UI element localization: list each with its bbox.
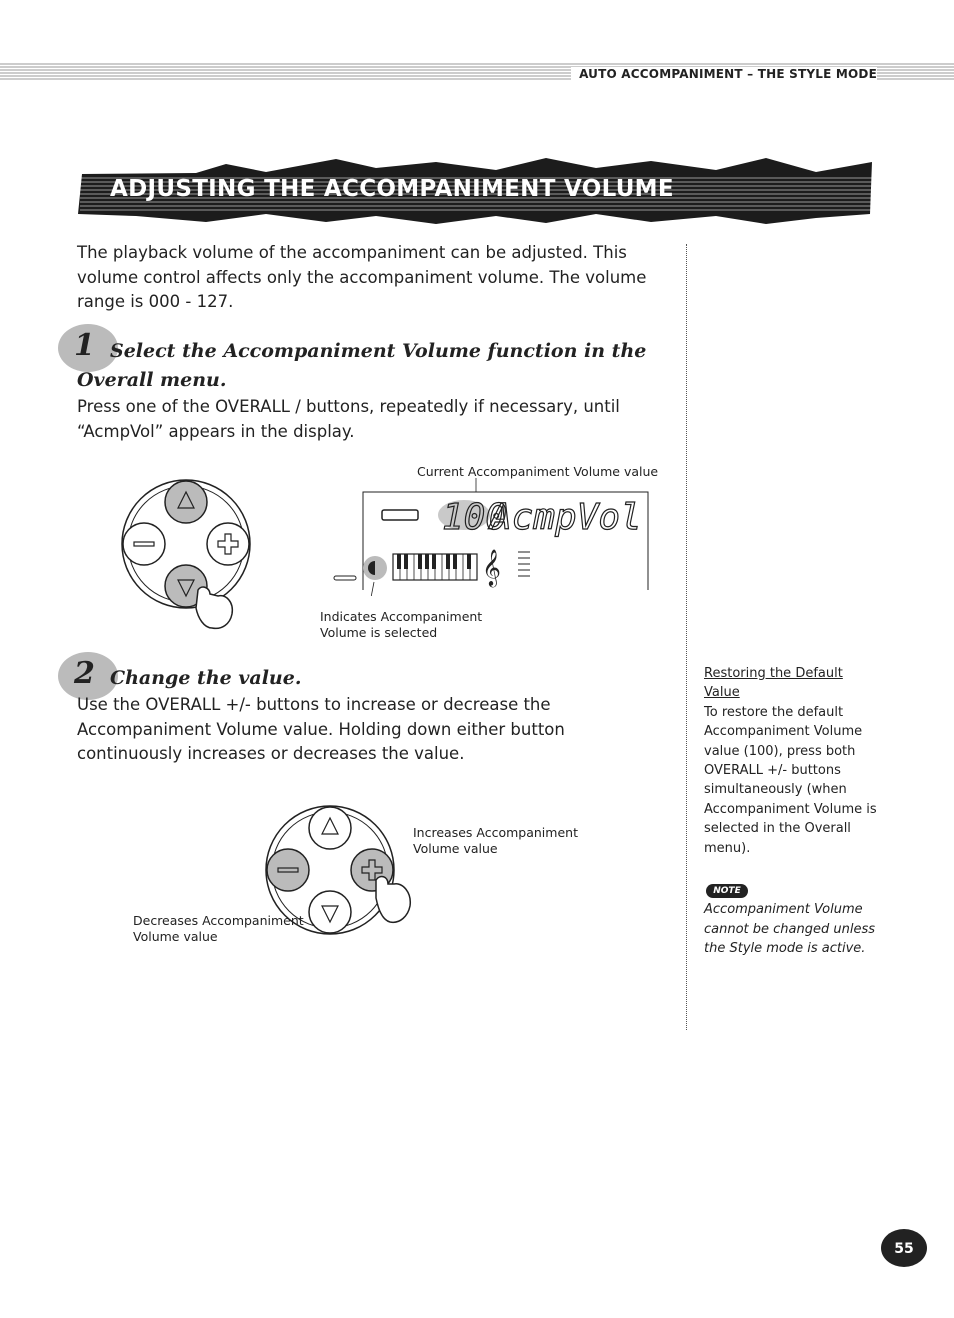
- note-text: Accompaniment Volume cannot be changed unless the Style mode is active.: [704, 902, 876, 956]
- sidebar-heading-line1: Restoring the Default: [704, 666, 843, 681]
- page-title: ADJUSTING THE ACCOMPANIMENT VOLUME: [110, 176, 674, 202]
- caption-current-value: Current Accompaniment Volume value: [417, 464, 659, 479]
- caption-increase: [413, 825, 578, 856]
- caption-increase-line1: Increases Accompaniment: [413, 825, 578, 840]
- sidebar-body: To restore the default Accompaniment Volume value (100), press both OVERALL +/- buttons simultaneously (when Accompaniment Volume is selected in the Overall menu).: [704, 704, 877, 856]
- keyboard-icon: [393, 554, 477, 580]
- sidebar-tip: [704, 664, 884, 858]
- caption-indicator-line2: Volume is selected: [320, 624, 438, 640]
- caption-decrease-line2: Volume value: [133, 928, 218, 944]
- caption-increase-line2: Volume value: [413, 840, 498, 856]
- step-2-number: 2: [74, 656, 95, 691]
- section-title: AUTO ACCOMPANIMENT – THE STYLE MODE: [571, 67, 877, 81]
- column-divider: [686, 244, 687, 1030]
- note-badge: NOTE: [706, 884, 748, 898]
- intro-paragraph: The playback volume of the accompaniment can be adjusted. This volume control affects only the accompaniment volume. The volume range is 000 - 127.: [77, 243, 647, 311]
- staff-lines: [518, 552, 530, 576]
- sidebar-heading-line2: Value: [704, 685, 740, 701]
- caption-decrease-line1: Decreases Accompaniment: [133, 913, 304, 928]
- step-2-body: Use the OVERALL +/- buttons to increase or decrease the Accompaniment Volume value. Holding down either button continuously increases or decreases the value.: [77, 695, 565, 763]
- step-1-number: 1: [74, 328, 95, 363]
- lcd-display: [330, 478, 660, 596]
- lcd-value-text: 100: [442, 497, 508, 538]
- treble-clef-icon: 𝄞: [482, 548, 501, 586]
- page-number: 55: [881, 1229, 927, 1267]
- caption-indicator-line1: Indicates Accompaniment: [320, 609, 483, 624]
- step-1-title: Select the Accompaniment Volume function in the Overall menu.: [77, 340, 647, 391]
- overall-button-pad: [118, 478, 258, 638]
- step-1-body: Press one of the OVERALL / buttons, repeatedly if necessary, until “AcmpVol” appears in the display.: [77, 397, 620, 441]
- step-2-title: Change the value.: [110, 667, 302, 689]
- caption-indicator: [320, 609, 482, 640]
- caption-decrease: [133, 913, 304, 944]
- lcd-name-text: AcmpVol: [490, 497, 642, 538]
